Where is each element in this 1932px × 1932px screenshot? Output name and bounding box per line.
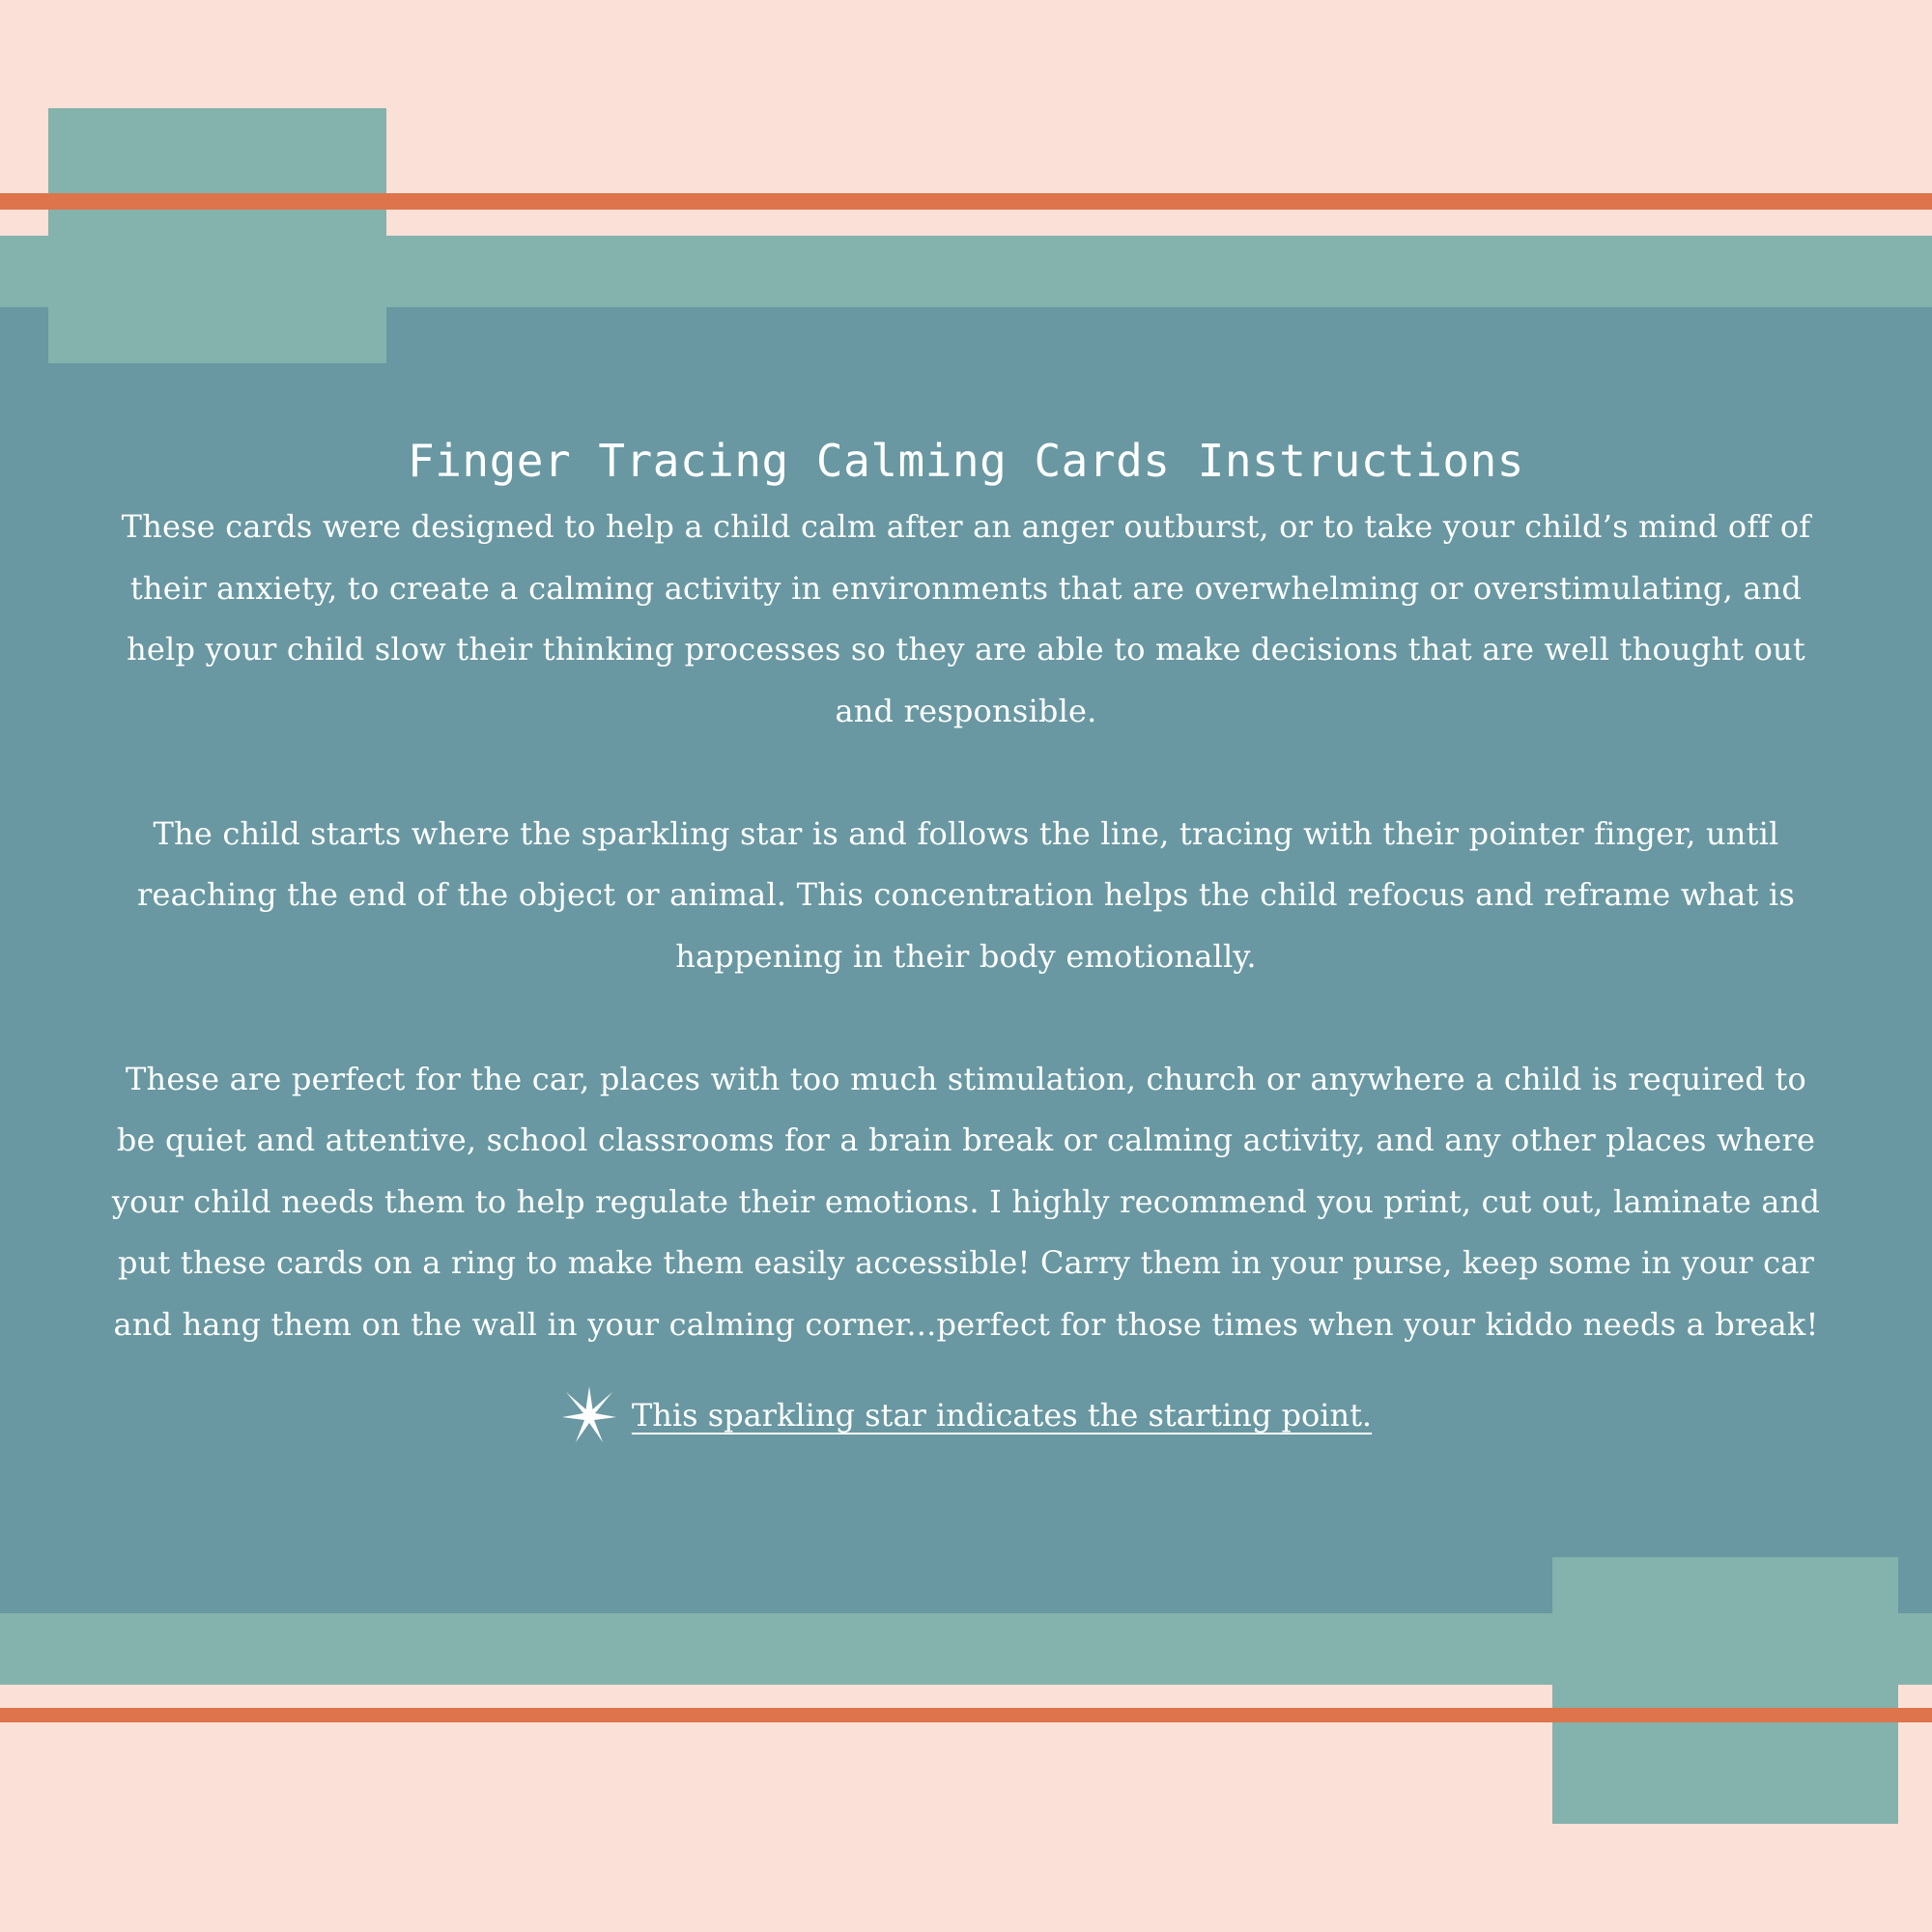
instructions-content bbox=[106, 425, 1826, 1446]
top-left-accent-square bbox=[48, 108, 386, 363]
bottom-right-accent-square bbox=[1552, 1557, 1898, 1824]
how-to-paragraph: The child starts where the sparkling star is and follows the line, tracing with their pointer finger, until reaching the end of the object or animal. This concentration helps the child refocus and reframe what is happening in their body emotionally. bbox=[136, 814, 1795, 975]
starting-point-note bbox=[106, 1384, 1826, 1446]
page-title: Finger Tracing Calming Cards Instructions bbox=[408, 435, 1524, 487]
bottom-orange-stripe bbox=[0, 1708, 1932, 1722]
top-orange-stripe bbox=[0, 193, 1932, 210]
sparkle-star-icon bbox=[560, 1384, 618, 1446]
intro-paragraph: These cards were designed to help a child calm after an anger outburst, or to take your child’s mind off of their anxiety, to create a calming activity in environments that are overwhelming or overstimulating, and help your child slow their thinking processes so they are able to make decisions that are well thought out and responsible. bbox=[121, 508, 1811, 729]
starting-point-text: This sparkling star indicates the starting point. bbox=[631, 1397, 1373, 1434]
usage-paragraph: These are perfect for the car, places with too much stimulation, church or anywhere a child is required to be quiet and attentive, school classrooms for a brain break or calming activity, and any other places where your child needs them to help regulate their emotions. I highly recommend you print, cut out, laminate and put these cards on a ring to make them easily accessible! Carry them in your purse, keep some in your car and hang them on the wall in your calming corner...perfect for those times when your kiddo needs a break! bbox=[111, 1060, 1821, 1343]
